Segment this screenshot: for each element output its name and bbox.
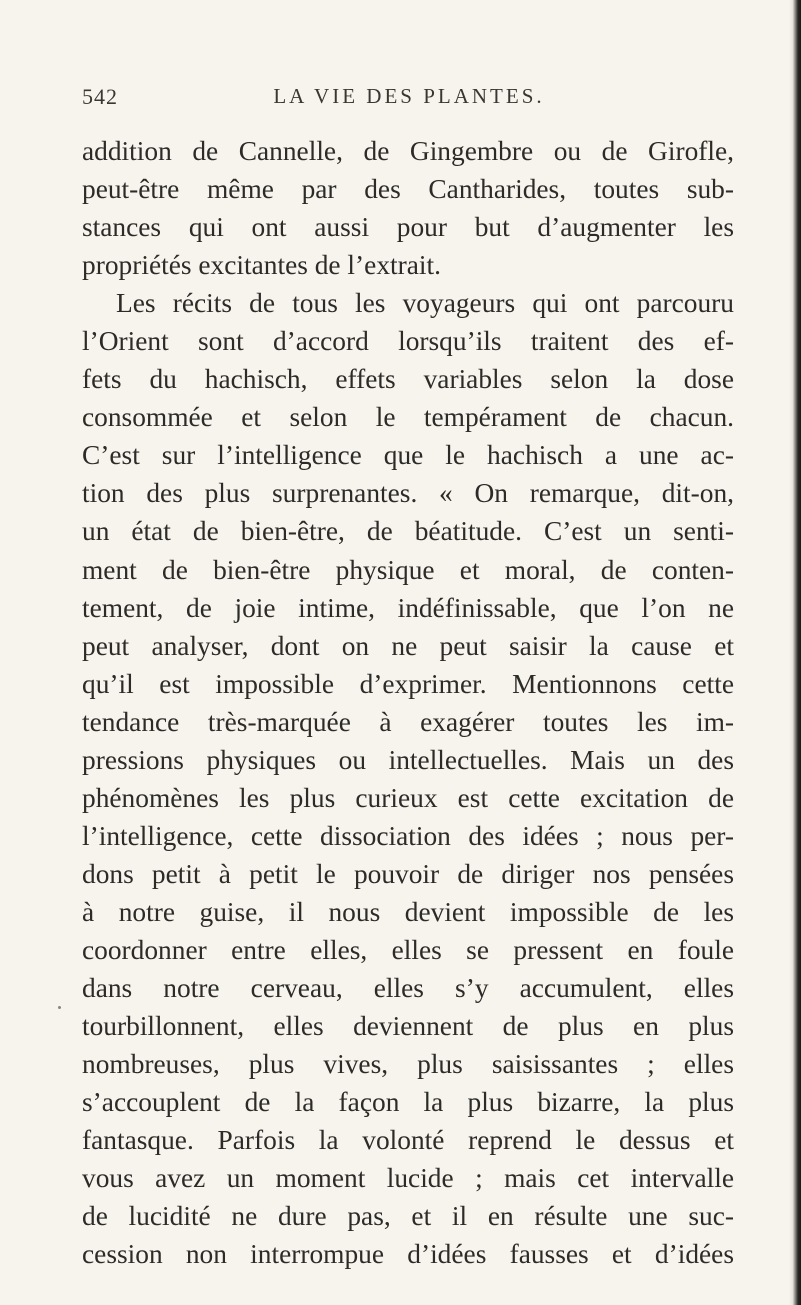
text-line: à notre guise, il nous devient impossible de les [82,896,734,927]
text-line: ment de bien-être physique et moral, de conten- [82,554,734,585]
text-line: addition de Cannelle, de Gingembre ou de Girofle, [82,136,734,166]
text-line: l’Orient sont d’accord lorsqu’ils traitent des ef- [82,326,734,357]
text-line: de lucidité ne dure pas, et il en résulte une suc- [82,1201,734,1232]
text-line: vous avez un moment lucide ; mais cet intervalle [82,1163,734,1194]
page-number: 542 [82,84,118,109]
text-line: coordonner entre elles, elles se pressent en foule [82,934,734,965]
text-line: l’intelligence, cette dissociation des idées ; nous per- [82,820,734,851]
text-line: dons petit à petit le pouvoir de diriger nos pensées [82,858,734,889]
text-line: propriétés excitantes de l’extrait. [82,250,441,281]
text-line: phénomènes les plus curieux est cette excitation de [82,782,734,813]
text-line: fantasque. Parfois la volonté reprend le dessus et [82,1125,734,1156]
margin-mark [58,1006,61,1009]
text-line: s’accouplent de la façon la plus bizarre, la plus [82,1087,734,1118]
text-line: tement, de joie intime, indéfinissable, que l’on ne [82,592,734,623]
text-line: fets du hachisch, effets variables selon la dose [82,364,734,395]
text-line: tourbillonnent, elles deviennent de plus en plus [82,1011,734,1042]
text-line: cession non interrompue d’idées fausses et d’idées [82,1239,734,1270]
text-line: stances qui ont aussi pour but d’augmenter les [82,212,734,243]
text-line: pressions physiques ou intellectuelles. Mais un des [82,744,734,775]
text-line: nombreuses, plus vives, plus saisissantes ; elles [82,1049,734,1080]
body-text [82,132,734,1273]
text-line: Les récits de tous les voyageurs qui ont parcouru [116,288,734,319]
text-line: dans notre cerveau, elles s’y accumulent, elles [82,973,734,1004]
running-head: LA VIE DES PLANTES. [273,84,545,108]
page-edge-shadow [789,0,801,1305]
text-line: tendance très-marquée à exagérer toutes les im- [82,706,734,737]
text-line: qu’il est impossible d’exprimer. Mentionnons cette [82,668,734,699]
text-line: peut-être même par des Cantharides, toutes sub- [82,174,734,205]
text-line: consommée et selon le tempérament de chacun. [82,402,734,433]
text-line: peut analyser, dont on ne peut saisir la cause et [82,630,734,661]
page-header [82,84,736,114]
text-line: C’est sur l’intelligence que le hachisch a une ac- [82,440,734,471]
text-line: un état de bien-être, de béatitude. C’est un senti- [82,516,734,547]
text-line: tion des plus surprenantes. « On remarque, dit-on, [82,478,734,509]
